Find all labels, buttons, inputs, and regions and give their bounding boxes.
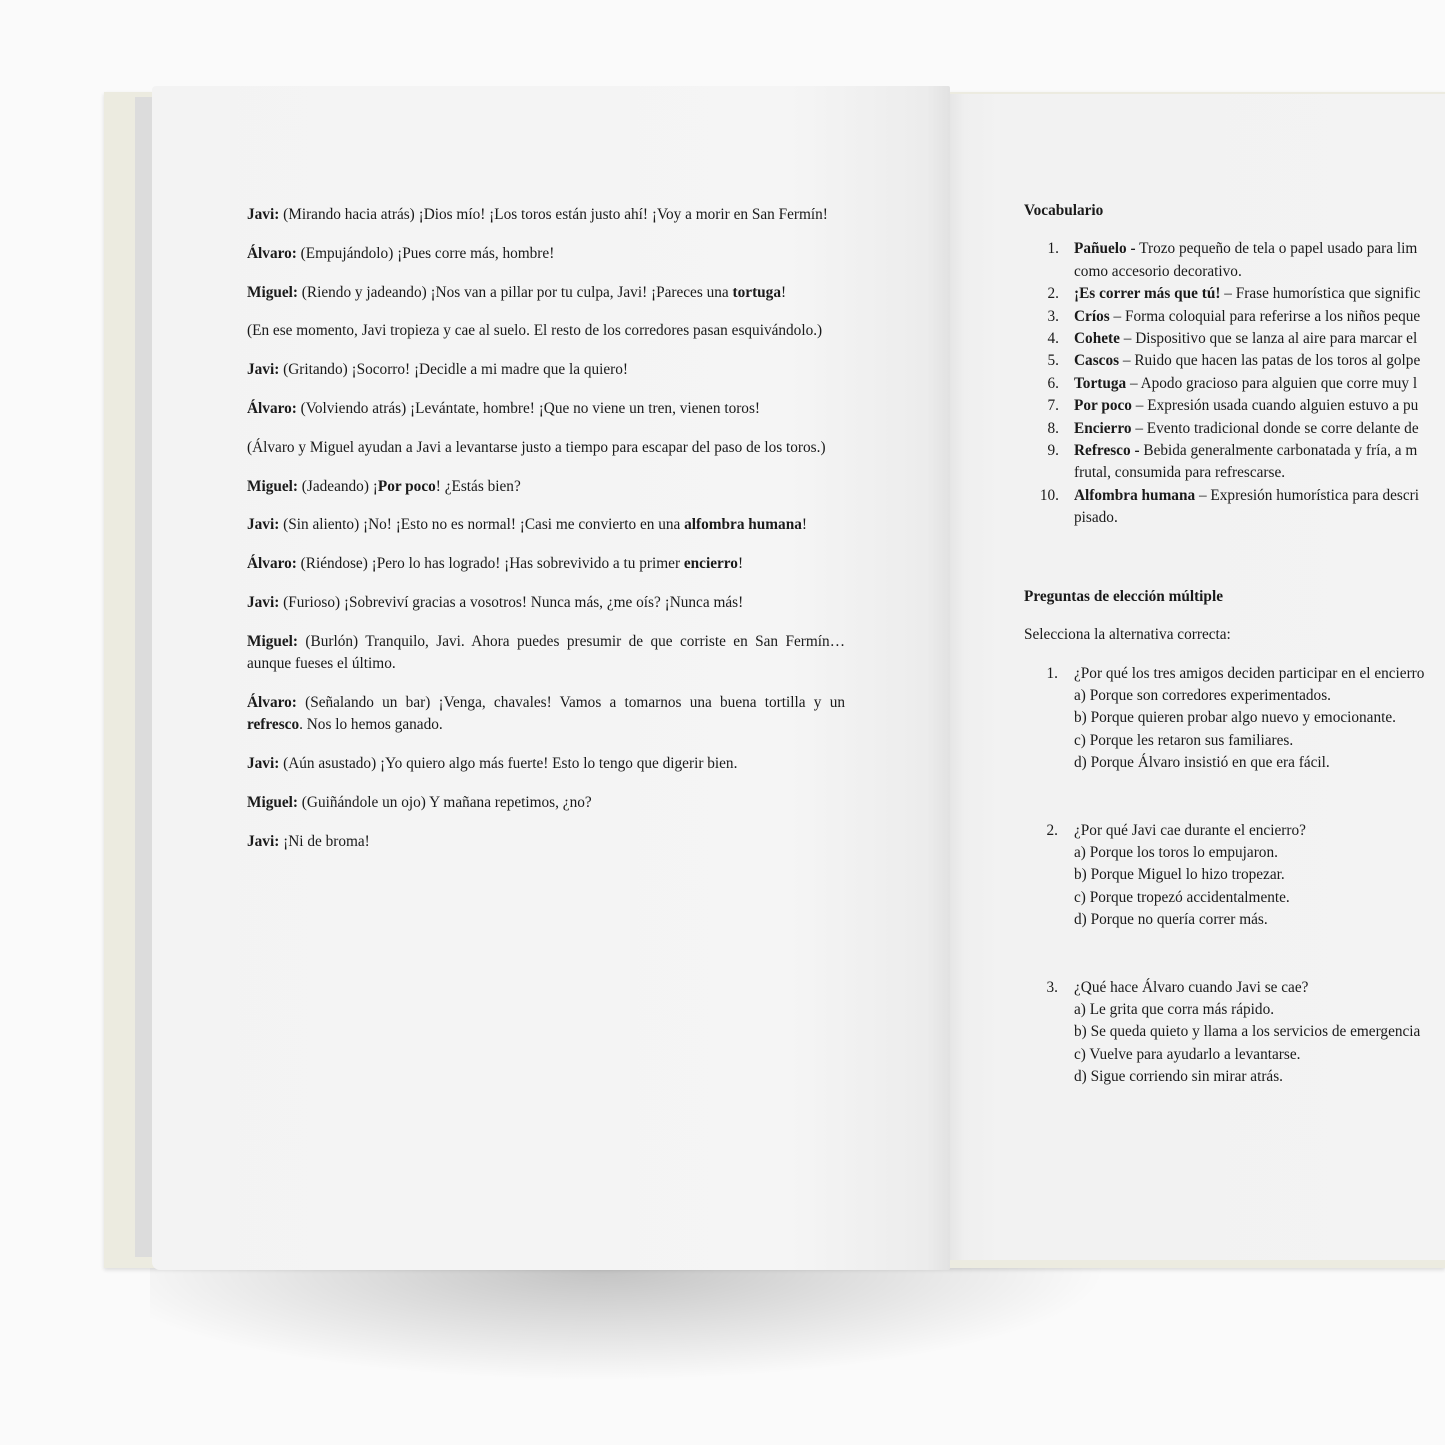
- vocab-number: 4.: [1047, 330, 1059, 348]
- vocab-highlight: refresco: [247, 716, 300, 734]
- dialogue-line: [247, 753, 845, 775]
- dialogue-line: [247, 792, 845, 814]
- question-block: [1024, 663, 1445, 775]
- speaker-name: Álvaro:: [247, 244, 297, 262]
- left-page: [152, 86, 950, 1270]
- vocab-number: 7.: [1047, 397, 1059, 415]
- vocab-item: [1024, 238, 1445, 283]
- vocab-list: [1024, 238, 1445, 529]
- answer-option: c) Vuelve para ayudarlo a levantarse.: [1074, 1045, 1301, 1063]
- vocab-term: Tortuga: [1074, 374, 1127, 392]
- question-block: [1024, 977, 1445, 1089]
- vocab-item: [1024, 485, 1445, 530]
- vocab-number: 8.: [1047, 419, 1059, 437]
- line-text-end: . Nos lo hemos ganado.: [299, 716, 443, 734]
- vocab-highlight: alfombra humana: [684, 516, 802, 534]
- vocab-entry: [1074, 440, 1417, 485]
- answer-option: b) Se queda quieto y llama a los servicios de emergencia: [1074, 1023, 1421, 1041]
- vocab-item: [1024, 395, 1445, 417]
- answer-option: b) Porque quieren probar algo nuevo y emocionante.: [1074, 709, 1396, 727]
- vocab-number: 1.: [1047, 240, 1059, 258]
- vocab-term: Encierro: [1074, 419, 1132, 437]
- vocab-number: 6.: [1047, 374, 1059, 392]
- line-text: (Riendo y jadeando) ¡Nos van a pillar por tu culpa, Javi! ¡Pareces una: [297, 283, 733, 301]
- dialogue-line: [247, 692, 845, 737]
- right-page: [950, 94, 1445, 1260]
- vocab-entry: [1074, 283, 1421, 305]
- vocab-term: Refresco -: [1074, 442, 1140, 460]
- vocab-definition-cont: pisado.: [1074, 509, 1118, 527]
- vocab-entry: [1074, 395, 1418, 417]
- dialogue-line: [247, 204, 845, 226]
- line-text: (Furioso) ¡Sobreviví gracias a vosotros! Nunca más, ¿me oís? ¡Nunca más!: [279, 593, 744, 611]
- line-text: (En ese momento, Javi tropieza y cae al suelo. El resto de los corredores pasan esquivándolo.): [247, 322, 823, 340]
- dialogue-line: [247, 592, 845, 614]
- dialogue-text: [247, 204, 845, 869]
- vocab-item: [1024, 440, 1445, 485]
- vocab-highlight: encierro: [683, 555, 738, 573]
- vocab-number: 3.: [1047, 307, 1059, 325]
- vocab-highlight: Por poco: [377, 477, 436, 495]
- line-text: (Señalando un bar) ¡Venga, chavales! Vamos a tomarnos una buena tortilla y un: [296, 693, 845, 711]
- quiz-title: Preguntas de elección múltiple: [1024, 587, 1223, 605]
- speaker-name: Javi:: [247, 206, 280, 223]
- vocab-term: ¡Es correr más que tú!: [1074, 285, 1221, 303]
- question: [1024, 663, 1445, 685]
- line-text-end: !: [737, 555, 744, 573]
- vocab-definition: – Apodo gracioso para alguien que corre muy l: [1126, 374, 1418, 392]
- vocab-item: [1024, 283, 1445, 305]
- vocab-term: Críos: [1074, 307, 1110, 325]
- dialogue-line: [247, 243, 845, 265]
- vocab-term: Por poco: [1074, 397, 1132, 415]
- vocab-definition: – Frase humorística que signific: [1220, 285, 1421, 303]
- speaker-name: Javi:: [247, 754, 280, 772]
- vocab-definition: Bebida generalmente carbonatada y fría, a m: [1139, 442, 1418, 460]
- question-number: 1.: [1046, 664, 1058, 682]
- vocab-item: [1024, 373, 1445, 395]
- question-number: 3.: [1046, 978, 1058, 996]
- dialogue-line: [247, 514, 845, 536]
- question-text: ¿Por qué los tres amigos deciden participar en el encierro: [1074, 664, 1425, 682]
- quiz-list: [1024, 663, 1445, 1089]
- dialogue-line: [247, 282, 845, 304]
- vocab-item: [1024, 328, 1445, 350]
- speaker-name: Javi:: [247, 832, 280, 850]
- dialogue-line: [247, 831, 845, 853]
- dialogue-line: [247, 320, 845, 342]
- vocab-number: 9.: [1047, 442, 1059, 460]
- line-text: (Riéndose) ¡Pero lo has logrado! ¡Has sobrevivido a tu primer: [296, 555, 684, 573]
- vocab-definition: – Evento tradicional donde se corre delante de: [1131, 419, 1419, 437]
- line-text: ¡Ni de broma!: [279, 832, 370, 850]
- answer-option: c) Porque tropezó accidentalmente.: [1074, 888, 1290, 906]
- line-text: (Guiñándole un ojo) Y mañana repetimos, ¿no?: [297, 793, 592, 811]
- question-number: 2.: [1046, 821, 1058, 839]
- vocab-definition: – Dispositivo que se lanza al aire para marcar el: [1119, 330, 1418, 348]
- line-text: (Jadeando) ¡: [297, 477, 378, 495]
- vocab-definition: – Forma coloquial para referirse a los niños peque: [1109, 307, 1421, 325]
- line-text: (Burlón) Tranquilo, Javi. Ahora puedes presumir de que corriste en San Fermín… aunque fueses el último.: [247, 632, 845, 673]
- question-text: ¿Por qué Javi cae durante el encierro?: [1074, 821, 1306, 839]
- line-text: (Álvaro y Miguel ayudan a Javi a levantarse justo a tiempo para escapar del paso de los toros.): [247, 438, 826, 456]
- dialogue-line: [247, 476, 845, 498]
- vocab-entry: [1074, 328, 1417, 350]
- question: [1024, 820, 1445, 842]
- dialogue-line: [247, 398, 845, 420]
- speaker-name: Miguel:: [247, 632, 298, 650]
- vocab-title: Vocabulario: [1024, 202, 1104, 219]
- vocab-entry: [1074, 418, 1419, 440]
- vocab-number: 10.: [1039, 486, 1059, 504]
- vocab-entry: [1074, 373, 1417, 395]
- speaker-name: Miguel:: [247, 283, 298, 301]
- quiz-instruction: Selecciona la alternativa correcta:: [1024, 626, 1231, 644]
- vocab-definition: – Expresión humorística para descri: [1195, 486, 1419, 504]
- answer-option: b) Porque Miguel lo hizo tropezar.: [1074, 866, 1285, 884]
- vocab-term: Pañuelo -: [1074, 240, 1136, 258]
- vocab-term: Alfombra humana: [1074, 486, 1196, 504]
- vocab-definition: Trozo pequeño de tela o papel usado para lim: [1135, 240, 1418, 258]
- vocab-term: Cascos: [1074, 352, 1120, 370]
- speaker-name: Álvaro:: [247, 693, 297, 711]
- vocab-term: Cohete: [1074, 330, 1120, 348]
- vocab-definition: – Expresión usada cuando alguien estuvo a pu: [1131, 397, 1419, 415]
- exercise-text: [1024, 200, 1445, 1089]
- line-text-end: !: [801, 516, 807, 534]
- line-text: (Gritando) ¡Socorro! ¡Decidle a mi madre que la quiero!: [279, 361, 629, 379]
- speaker-name: Miguel:: [247, 793, 298, 811]
- speaker-name: Javi:: [247, 361, 280, 379]
- answer-option: a) Le grita que corra más rápido.: [1074, 1000, 1275, 1018]
- vocab-entry: [1074, 238, 1417, 283]
- answer-option: a) Porque son corredores experimentados.: [1074, 686, 1331, 704]
- line-text: (Aún asustado) ¡Yo quiero algo más fuerte! Esto lo tengo que digerir bien.: [279, 754, 738, 772]
- line-text: (Mirando hacia atrás) ¡Dios mío! ¡Los toros están justo ahí! ¡Voy a morir en San Fermín!: [279, 206, 828, 223]
- vocab-item: [1024, 418, 1445, 440]
- answer-option: d) Porque Álvaro insistió en que era fácil.: [1074, 754, 1330, 772]
- line-text-end: ! ¿Estás bien?: [435, 477, 521, 495]
- dialogue-line: [247, 631, 845, 676]
- vocab-definition: – Ruido que hacen las patas de los toros al golpe: [1119, 352, 1421, 370]
- dialogue-line: [247, 553, 845, 575]
- dialogue-line: [247, 359, 845, 381]
- question: [1024, 977, 1445, 999]
- line-text-end: !: [780, 283, 787, 301]
- question-text: ¿Qué hace Álvaro cuando Javi se cae?: [1074, 978, 1309, 996]
- speaker-name: Javi:: [247, 516, 280, 534]
- vocab-number: 5.: [1047, 352, 1059, 370]
- dialogue-line: [247, 437, 845, 459]
- vocab-item: [1024, 350, 1445, 372]
- question-block: [1024, 820, 1445, 932]
- line-text: (Volviendo atrás) ¡Levántate, hombre! ¡Que no viene un tren, vienen toros!: [296, 399, 761, 417]
- vocab-entry: [1074, 306, 1420, 328]
- speaker-name: Álvaro:: [247, 555, 297, 573]
- vocab-item: [1024, 306, 1445, 328]
- answer-option: d) Sigue corriendo sin mirar atrás.: [1074, 1068, 1283, 1086]
- vocab-entry: [1074, 350, 1420, 372]
- speaker-name: Álvaro:: [247, 399, 297, 417]
- vocab-definition-cont: frutal, consumida para refrescarse.: [1074, 464, 1286, 482]
- vocab-entry: [1074, 485, 1419, 530]
- answer-option: c) Porque les retaron sus familiares.: [1074, 731, 1294, 749]
- vocab-definition-cont: como accesorio decorativo.: [1074, 262, 1242, 280]
- vocab-highlight: tortuga: [732, 283, 781, 301]
- speaker-name: Javi:: [247, 593, 280, 611]
- line-text: (Empujándolo) ¡Pues corre más, hombre!: [296, 244, 555, 262]
- answer-option: d) Porque no quería correr más.: [1074, 911, 1268, 929]
- speaker-name: Miguel:: [247, 477, 298, 495]
- vocab-number: 2.: [1047, 285, 1059, 303]
- answer-option: a) Porque los toros lo empujaron.: [1074, 843, 1278, 861]
- line-text: (Sin aliento) ¡No! ¡Esto no es normal! ¡Casi me convierto en una: [279, 516, 685, 534]
